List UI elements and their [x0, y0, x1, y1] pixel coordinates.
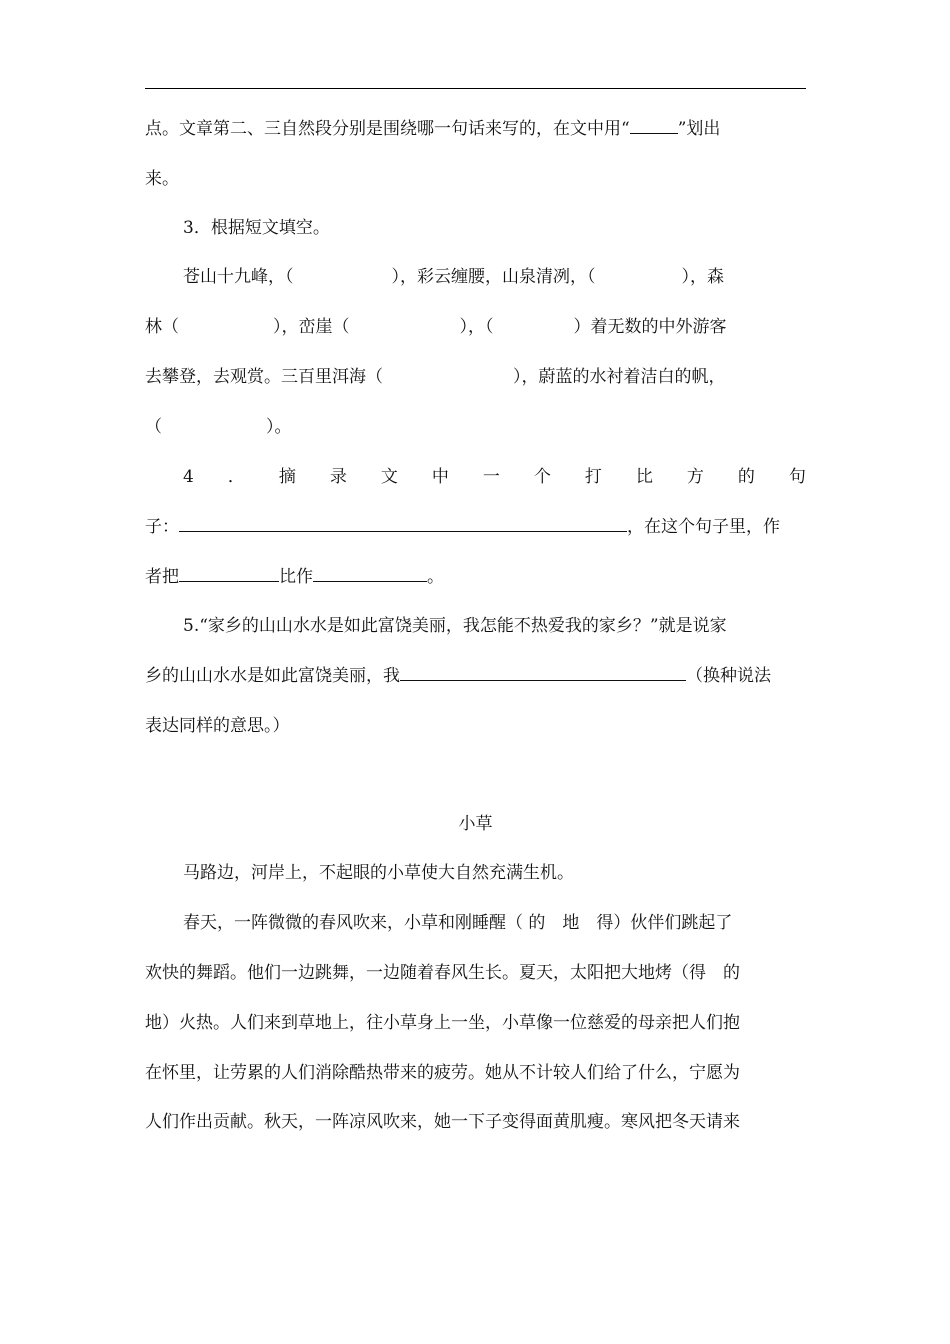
question-5-line: 乡的山山水水是如此富饶美丽，我 （换种说法 [145, 666, 771, 686]
underline-blank [179, 565, 279, 582]
underline-blank [400, 664, 686, 681]
text-line: 来。 [145, 169, 179, 189]
question-3-line: （ ）。 [145, 417, 292, 437]
passage-title: 小草 [458, 814, 493, 834]
text-line [145, 117, 806, 141]
question-3-line: 苍山十九峰，（ ），彩云缠腰，山泉清冽，（ ），森 [183, 267, 724, 287]
underline-blank [313, 565, 427, 582]
passage-line: 人们作出贡献。秋天，一阵凉风吹来，她一下子变得面黄肌瘦。寒风把冬天请来 [145, 1112, 740, 1132]
underline-blank [179, 515, 627, 532]
question-5-line: 5.“家乡的山山水水是如此富饶美丽，我怎能不热爱我的家乡？”就是说家 [183, 616, 727, 636]
passage-line: 春天，一阵微微的春风吹来，小草和刚睡醒（ 的 地 得）伙伴们跳起了 [183, 913, 733, 933]
passage-line: 在怀里，让劳累的人们消除酷热带来的疲劳。她从不计较人们给了什么，宁愿为 [145, 1063, 740, 1083]
question-4-line: 4 ． 摘 录 文 中 一 个 打 比 方 的 句 [183, 467, 806, 487]
text-segment: 点。文章第二、三自然段分别是围绕哪一句话来写的，在文中用“ ”划出 [145, 119, 721, 139]
underline-blank [630, 117, 678, 134]
question-4-line: 子： ，在这个句子里，作 [145, 517, 780, 537]
question-3-title: 3．根据短文填空。 [183, 218, 330, 238]
passage-line: 欢快的舞蹈。他们一边跳舞，一边随着春风生长。夏天，太阳把大地烤（得 的 [145, 963, 740, 983]
question-5-line: 表达同样的意思。） [145, 716, 290, 736]
question-3-line: 去攀登，去观赏。三百里洱海（ ），蔚蓝的水衬着洁白的帆， [145, 367, 726, 387]
passage-line: 地）火热。人们来到草地上，往小草身上一坐，小草像一位慈爱的母亲把人们抱 [145, 1013, 740, 1033]
question-4-line: 者把 比作 。 [145, 567, 444, 587]
header-rule [145, 88, 806, 89]
question-3-line: 林（ ），峦崖（ ），（ ）着无数的中外游客 [145, 317, 727, 337]
passage-paragraph: 马路边，河岸上，不起眼的小草使大自然充满生机。 [183, 863, 574, 883]
